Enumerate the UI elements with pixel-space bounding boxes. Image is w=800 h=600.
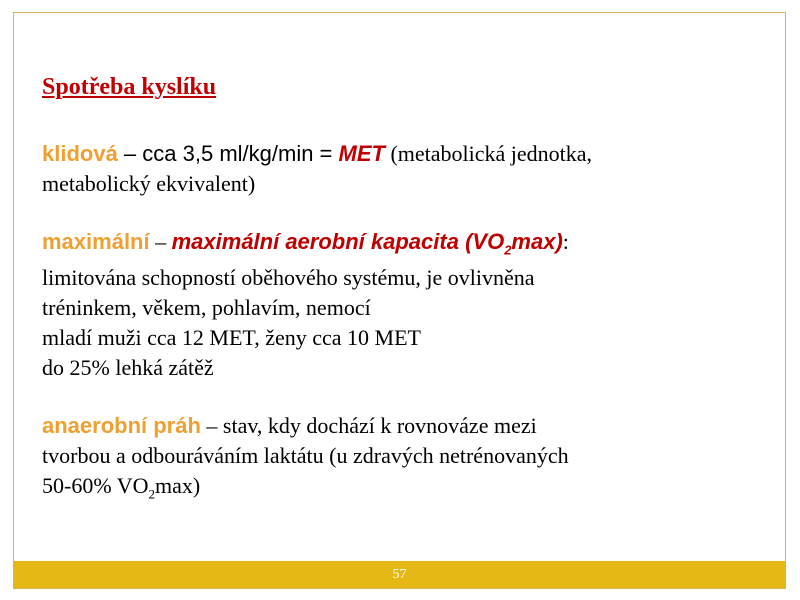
- met-term: MET: [338, 141, 385, 166]
- page-number: 57: [392, 567, 407, 582]
- resting-line2: metabolický ekvivalent): [42, 171, 256, 196]
- resting-rest: (metabolická jednotka,: [384, 141, 593, 166]
- maximal-term: maximální: [42, 229, 150, 254]
- threshold-line2: tvorbou a odbouráváním laktátu (u zdravých netrénovaných: [42, 443, 569, 468]
- maximal-line: limitována schopností oběhového systému, je ovlivněna: [42, 265, 535, 290]
- capacity-sub: 2: [504, 242, 512, 258]
- slide-title: Spotřeba kyslíku: [42, 74, 217, 100]
- maximal-dash: –: [149, 229, 172, 254]
- resting-term: klidová: [42, 141, 118, 166]
- threshold-sub: 2: [148, 486, 156, 502]
- maximal-colon: :: [562, 229, 569, 254]
- maximal-capacity: [171, 229, 563, 258]
- threshold-line1: – stav, kdy dochází k rovnováze mezi: [200, 413, 537, 438]
- resting-dash-text: – cca 3,5 ml/kg/min =: [117, 141, 339, 166]
- slide-footer-bar: [14, 561, 785, 588]
- threshold-term: anaerobní práh: [42, 413, 201, 438]
- threshold-paragraph: [42, 411, 742, 501]
- capacity-end: max): [511, 229, 563, 254]
- maximal-line: mladí muži cca 12 MET, ženy cca 10 MET: [42, 325, 421, 350]
- threshold-line3-start: 50-60% VO: [42, 473, 149, 498]
- maximal-line: tréninkem, věkem, pohlavím, nemocí: [42, 295, 371, 320]
- maximal-line: do 25% lehká zátěž: [42, 355, 214, 380]
- threshold-line3-end: max): [155, 473, 201, 498]
- capacity-text: maximální aerobní kapacita (VO: [171, 229, 505, 254]
- resting-paragraph: [42, 139, 742, 199]
- maximal-details: [42, 263, 742, 383]
- slide-content: [42, 70, 742, 501]
- maximal-heading: [42, 227, 742, 257]
